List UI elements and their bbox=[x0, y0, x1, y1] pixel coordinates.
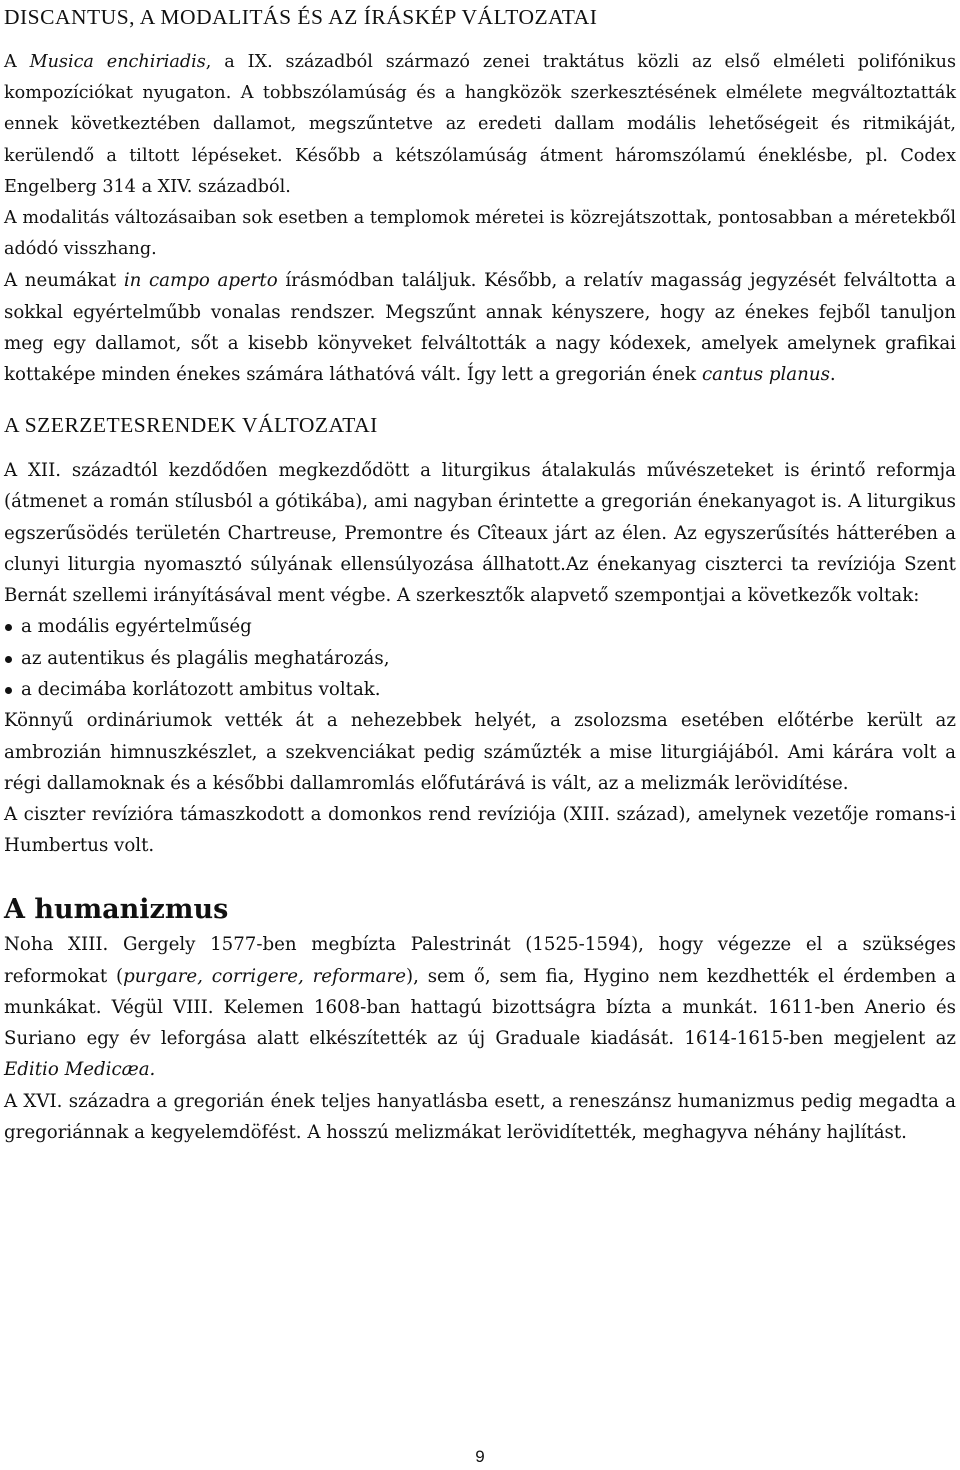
text-run: . bbox=[829, 364, 836, 386]
heading-humanizmus: A humanizmus bbox=[4, 894, 229, 926]
list-item bbox=[4, 643, 956, 674]
list-item-text: a decimába korlátozott ambitus voltak. bbox=[21, 679, 381, 701]
text-run: írásmódban találjuk. Később, a relatív magasság jegyzését felváltotta a sokkal egyértelműbb vonalas rendszer. Megszűnt annak kényszere, hogy az énekes fejből tanuljon meg egy dallamot, sőt a kisebb könyveket felváltották a nagy kódexek, amelyek amelynek grafikai kottaképe minden énekes számára láthatóvá vált. Így lett a gregorián ének bbox=[4, 270, 956, 386]
list-item-text: a modális egyértelműség bbox=[21, 616, 252, 638]
text-run: , a IX. századból származó zenei traktátus közli az első elméleti polifónikus kompozíciókat nyugaton. A tobbszólamúság és a hangközök szerkesztésének elmélete megváltoztatták ennek következtében dallamot, megszűntetve az eredeti dallam modális lehetőségeit és ritmikáját, kerülendő a tiltott lépéseket. Később a kétszólamúság átment háromszólamú éneklésbe, pl. Codex Engelberg 314 a XIV. századból. bbox=[4, 52, 956, 197]
italic-title: Musica enchiriadis bbox=[29, 52, 206, 72]
criteria-list bbox=[4, 611, 956, 705]
section-title-szerzetesrendek: A SZERZETESRENDEK VÁLTOZATAI bbox=[4, 413, 378, 438]
bullet-dot-icon bbox=[5, 624, 12, 631]
italic-term: purgare, corrigere, reformare bbox=[123, 965, 406, 987]
paragraph-modalitas: A modalitás változásaiban sok esetben a templomok méretei is közrejátszottak, pontosabban a méretekből adódó visszhang. bbox=[4, 208, 956, 260]
italic-title: Editio Medicæa. bbox=[4, 1059, 156, 1081]
bullet-dot-icon bbox=[5, 687, 12, 694]
document-page bbox=[4, 0, 956, 1148]
text-run: A bbox=[4, 52, 30, 72]
paragraph-xvi-szazad: A XVI. századra a gregorián ének teljes hanyatlásba esett, a reneszánsz humanizmus pedig megadta a gregoriánnak a kegyelemdöfést. A hosszú melizmákat lerövidítették, meghagyva néhány hajlítást. bbox=[4, 1090, 956, 1143]
italic-term: in campo aperto bbox=[123, 270, 278, 292]
text-run: A neumákat bbox=[4, 270, 124, 292]
page-number: 9 bbox=[475, 1447, 485, 1466]
list-item-text: az autentikus és plagális meghatározás, bbox=[21, 647, 390, 669]
paragraph-palestrina bbox=[4, 929, 956, 1085]
list-item bbox=[4, 674, 956, 705]
paragraph-ciszter-revizio: A ciszter revízióra támaszkodott a domonkos rend revíziója (XIII. század), amelynek vezetője romans-i Humbertus volt. bbox=[4, 804, 956, 857]
list-item bbox=[4, 611, 956, 642]
italic-term: cantus planus bbox=[701, 364, 830, 386]
paragraph-musica-enchiriadis bbox=[4, 47, 956, 203]
paragraph-neumak bbox=[4, 265, 956, 390]
section-title-discantus: DISCANTUS, A MODALITÁS ÉS AZ ÍRÁSKÉP VÁLTOZATAI bbox=[4, 5, 598, 29]
paragraph-liturgikus-atalakulas: A XII. századtól kezdődően megkezdődött a liturgikus átalakulás művészeteket is érintő reformja (átmenet a román stílusból a gótikába), ami nagyban érintette a gregorián énekanyagot is. A liturgikus egszerűsödés területén Chartreuse, Premontre és Cîteaux járt az élen. Az egyszerűsítés hátterében a clunyi liturgia nyomasztó súlyának ellensúlyozása állhatott.Az énekanyag ciszterci ta revíziója Szent Bernát szellemi irányításával ment végbe. A szerkesztők alapvető szempontjai a következők voltak: bbox=[4, 460, 956, 607]
bullet-dot-icon bbox=[5, 656, 12, 663]
paragraph-ordinariumok: Könnyű ordináriumok vették át a nehezebbek helyét, a zsolozsma esetében előtérbe került az ambrozián himnuszkészlet, a szekvenciákat pedig száműzték a mise liturgiájából. Ami kárára volt a régi dallamoknak és a későbbi dallamromlás előfutárává is vált, az a melizmák lerövidítése. bbox=[4, 710, 956, 794]
text-run: ), sem ő, sem fia, Hygino nem kezdhették el érdemben a munkákat. Végül VIII. Kelemen 1608-ban hattagú bizottságra bízta a munkát. 1611-ben Anerio és Suriano egy év leforgása alatt elkészítették az új Graduale kiadását. 1614-1615-ben megjelent az bbox=[4, 965, 956, 1050]
text-run: Noha XIII. Gergely 1577-ben megbízta Palestrinát (1525-1594), hogy végezze el a szükséges reformokat ( bbox=[4, 934, 956, 987]
